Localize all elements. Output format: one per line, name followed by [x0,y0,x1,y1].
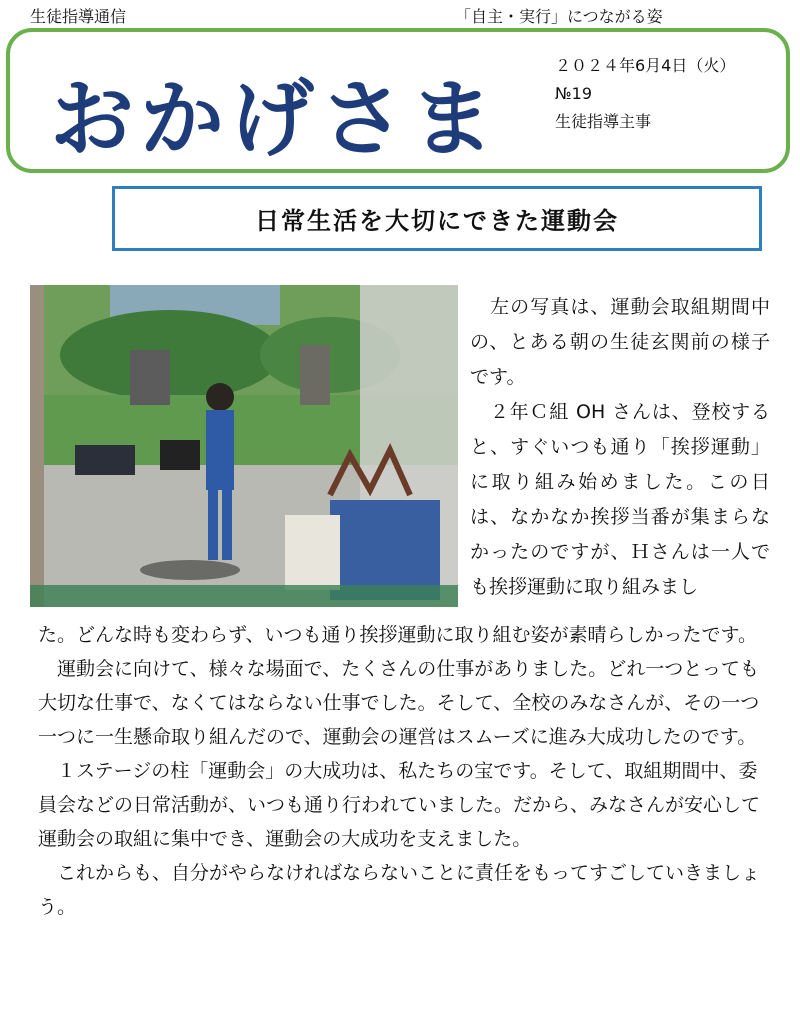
newsletter-series-label: 生徒指導通信 [30,7,127,26]
intro-paragraph-1: 左の写真は、運動会取組期間中の、とある朝の生徒玄関前の様子です。 [470,296,770,388]
body-paragraph-continuation: た。どんな時も変わらず、いつも通り挨拶運動に取り組む姿が素晴らしかったです。 [38,624,757,646]
greeting-photo [30,285,458,607]
article-title-box [112,186,762,251]
article-title: 日常生活を大切にできた運動会 [255,207,619,235]
body-paragraph-3: １ステージの柱「運動会」の大成功は、私たちの宝です。そして、取組期間中、委員会などの日常活動が、いつも通り行われていました。だから、みなさんが安心して運動会の取組に集中でき、運動会の大成功を支えました。 [38,760,761,850]
body-paragraph-2: 運動会に向けて、様々な場面で、たくさんの仕事がありました。どれ一つとっても大切な仕事で、なくてはならない仕事でした。そして、全校のみなさんが、その一つ一つに一生懸命取り組んだので、運動会の運営はスムーズに進み大成功したのです。 [38,658,760,748]
article-intro [470,290,770,605]
article-body [38,618,773,924]
masthead-banner [6,28,790,173]
body-paragraph-4: これからも、自分がやらなければならないことに責任をもってすごしていきましょう。 [38,862,761,918]
newsletter-title: おかげさま [50,70,501,168]
issue-number: №19 [555,84,592,103]
issue-author: 生徒指導主事 [555,112,652,131]
photo-illustration [30,285,458,607]
issue-date: ２０２４年6月4日（火） [555,56,736,75]
theme-slogan: 「自主・実行」につながる姿 [455,7,663,26]
intro-paragraph-2: ２年Ｃ組 OH さんは、登校すると、すぐいつも通り「挨拶運動」に取り組み始めました。この日は、なかなか挨拶当番が集まらなかったのですが、Ｈさんは一人でも挨拶運動に取り組みまし [470,401,770,598]
issue-meta [555,52,735,136]
